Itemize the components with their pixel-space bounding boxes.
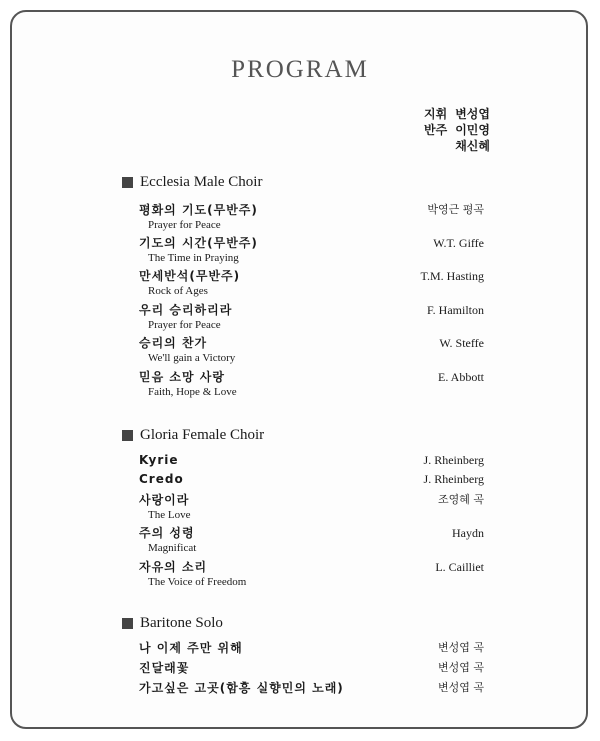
piece-title-korean: 기도의 시간(무반주) [139,236,258,250]
program-title: PROGRAM [231,56,369,83]
piece-title-english: Prayer for Peace [148,219,221,231]
piece-title-korean: 승리의 찬가 [139,336,208,350]
program-item [139,202,484,232]
piece-composer: 박영근 평곡 [427,203,484,216]
piece-title-english: The Love [148,509,191,521]
staff-name: 변성엽 [455,107,490,121]
square-bullet-icon [122,430,133,441]
staff-conductor [380,106,490,122]
piece-composer: 변성엽 곡 [437,661,484,674]
program-item [139,302,484,332]
staff-role: 지휘 [424,107,448,121]
piece-composer: L. Cailliet [435,560,484,574]
piece-title-english: Rock of Ages [148,285,208,297]
piece-title-korean: 믿음 소망 사랑 [139,370,225,384]
piece-title-korean: 만세반석(무반주) [139,269,241,283]
section-header-baritone-solo [122,615,223,632]
piece-title-korean: 평화의 기도(무반주) [139,203,258,217]
piece-title-english: Faith, Hope & Love [148,386,237,398]
piece-title-english: Prayer for Peace [148,319,221,331]
piece-title-korean: 우리 승리하리라 [139,303,233,317]
program-item [139,525,484,555]
program-item [139,660,484,676]
piece-title-korean: 사랑이라 [139,493,190,507]
staff-name: 채신혜 [455,139,490,153]
program-item [139,268,484,298]
piece-composer: 변성엽 곡 [437,681,484,694]
staff-accompanist [380,122,490,138]
section-header-male-choir [122,174,262,191]
piece-title-english: The Time in Praying [148,252,239,264]
piece-title-english: We'll gain a Victory [148,352,236,364]
piece-title-korean: 자유의 소리 [139,560,208,574]
piece-title: Kyrie [139,453,179,467]
program-item [139,369,484,399]
section-title: Baritone Solo [140,615,223,631]
program-item [139,335,484,365]
square-bullet-icon [122,618,133,629]
piece-title-english: The Voice of Freedom [148,576,247,588]
program-item [139,235,484,265]
section-header-female-choir [122,427,264,444]
program-item [139,640,484,656]
section-title: Ecclesia Male Choir [140,174,263,190]
program-item [139,680,484,696]
piece-composer: F. Hamilton [426,303,484,317]
piece-title-english: Magnificat [148,542,197,554]
piece-composer: 조영혜 곡 [437,493,484,506]
staff-name: 이민영 [455,123,490,137]
section-title: Gloria Female Choir [140,427,265,443]
piece-composer: W.T. Giffe [433,236,484,250]
program-item [139,471,484,487]
program-item [139,559,484,589]
piece-title-korean: 나 이제 주만 위해 [139,641,243,655]
piece-title-korean: 가고싶은 고곳(함흥 실향민의 노래) [139,681,344,695]
square-bullet-icon [122,177,133,188]
staff-list [380,106,490,154]
program-item [139,492,484,522]
piece-title: Credo [139,472,184,486]
staff-accompanist-2 [380,138,490,154]
program-item [139,452,484,468]
staff-role: 반주 [424,123,448,137]
piece-composer: T.M. Hasting [420,269,484,283]
piece-title-korean: 진달래꽃 [139,661,190,675]
piece-composer: J. Rheinberg [423,472,484,486]
piece-composer: W. Steffe [439,336,484,350]
piece-composer: 변성엽 곡 [437,641,484,654]
piece-composer: J. Rheinberg [423,453,484,467]
piece-composer: Haydn [452,526,484,540]
piece-title-korean: 주의 성령 [139,526,195,540]
piece-composer: E. Abbott [437,370,484,384]
